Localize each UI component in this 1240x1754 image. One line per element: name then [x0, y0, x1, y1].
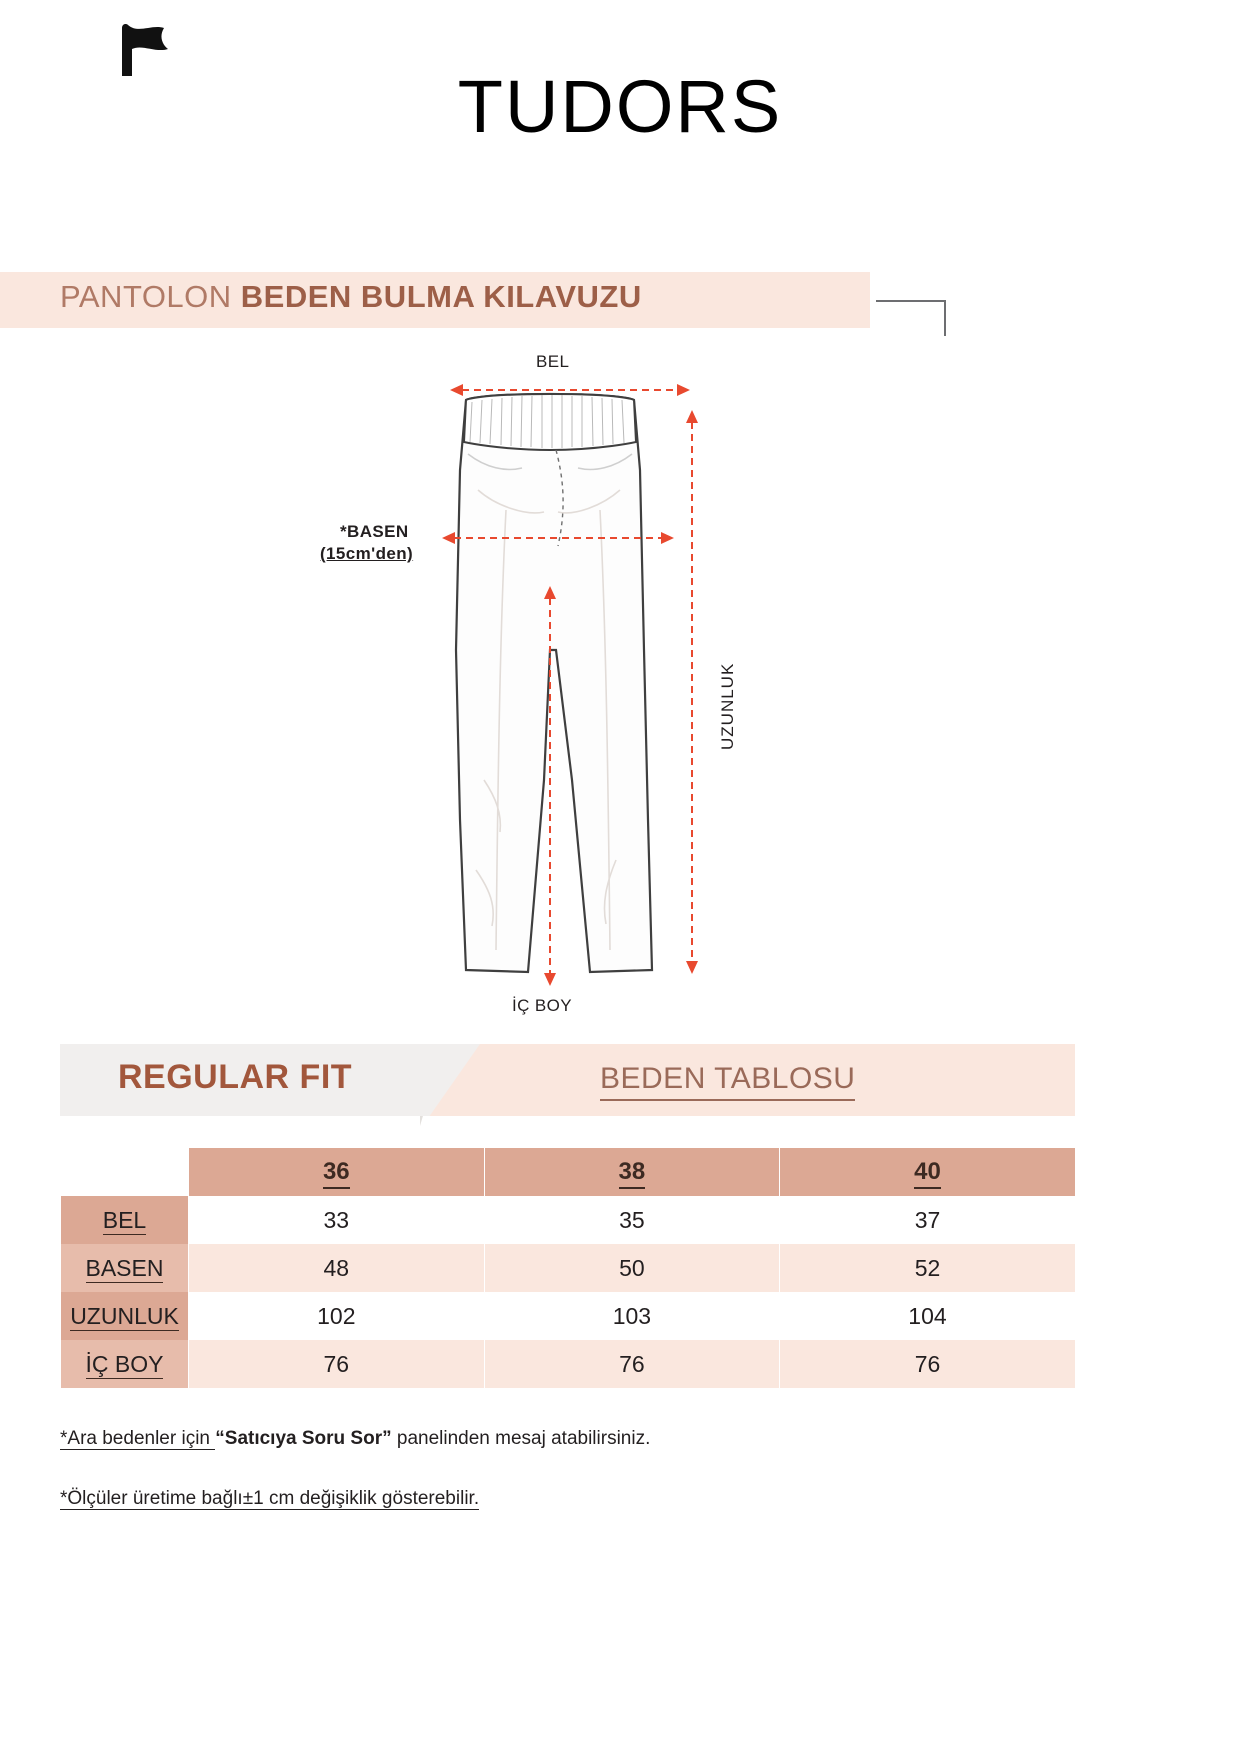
title-light: PANTOLON — [60, 279, 232, 314]
cell-uzunluk-38: 103 — [484, 1292, 780, 1340]
inseam-arrow — [538, 586, 562, 986]
table-row — [61, 1244, 1076, 1292]
cell-bel-40: 37 — [780, 1196, 1076, 1244]
cell-uzunluk-40: 104 — [780, 1292, 1076, 1340]
row-header-basen: BASEN — [61, 1244, 189, 1292]
title-bracket — [876, 300, 946, 336]
fit-label: REGULAR FIT — [118, 1058, 353, 1096]
table-row — [61, 1292, 1076, 1340]
waist-arrow — [450, 378, 690, 402]
hip-arrow — [442, 526, 674, 550]
cell-basen-38: 50 — [484, 1244, 780, 1292]
label-hip-note: (15cm'den) — [320, 544, 414, 563]
table-row — [61, 1340, 1076, 1388]
cell-ic-boy-36: 76 — [189, 1340, 485, 1388]
trouser-illustration — [300, 350, 940, 1040]
size-table-caption: BEDEN TABLOSU — [600, 1062, 855, 1101]
column-header-40: 40 — [780, 1148, 1076, 1196]
cell-ic-boy-40: 76 — [780, 1340, 1076, 1388]
table-corner-cell — [61, 1148, 189, 1196]
brand-logo — [0, 65, 1240, 148]
size-table — [60, 1148, 1076, 1388]
footnote-2-text: *Ölçüler üretime bağlı±1 cm değişiklik gösterebilir. — [60, 1488, 480, 1509]
label-inseam: İÇ BOY — [512, 996, 573, 1015]
cell-ic-boy-38: 76 — [484, 1340, 780, 1388]
cell-uzunluk-36: 102 — [189, 1292, 485, 1340]
footnote-1-part-c: panelinden mesaj atabilirsiniz. — [391, 1428, 651, 1449]
footnote-1-part-b: “Satıcıya Soru Sor” — [215, 1428, 392, 1449]
measurement-diagram — [300, 350, 940, 1040]
length-arrow — [680, 410, 704, 974]
row-header-uzunluk: UZUNLUK — [61, 1292, 189, 1340]
flag-icon — [108, 22, 178, 78]
footnote-1-part-a: *Ara bedenler için — [60, 1428, 216, 1449]
cell-bel-36: 33 — [189, 1196, 485, 1244]
brand-name: TUDORS — [457, 65, 783, 148]
column-header-38: 38 — [484, 1148, 780, 1196]
page-title — [60, 279, 642, 315]
column-header-36: 36 — [189, 1148, 485, 1196]
cell-basen-40: 52 — [780, 1244, 1076, 1292]
cell-basen-36: 48 — [189, 1244, 485, 1292]
cell-bel-38: 35 — [484, 1196, 780, 1244]
table-header-row — [61, 1148, 1076, 1196]
label-hip: *BASEN — [340, 522, 409, 541]
label-length: UZUNLUK — [718, 662, 737, 750]
title-bold: BEDEN BULMA KILAVUZU — [240, 279, 642, 314]
row-header-ic-boy: İÇ BOY — [61, 1340, 189, 1388]
table-row — [61, 1196, 1076, 1244]
row-header-bel: BEL — [61, 1196, 189, 1244]
footnote-2 — [60, 1488, 479, 1510]
footnote-1 — [60, 1428, 650, 1450]
label-waist: BEL — [536, 352, 570, 371]
